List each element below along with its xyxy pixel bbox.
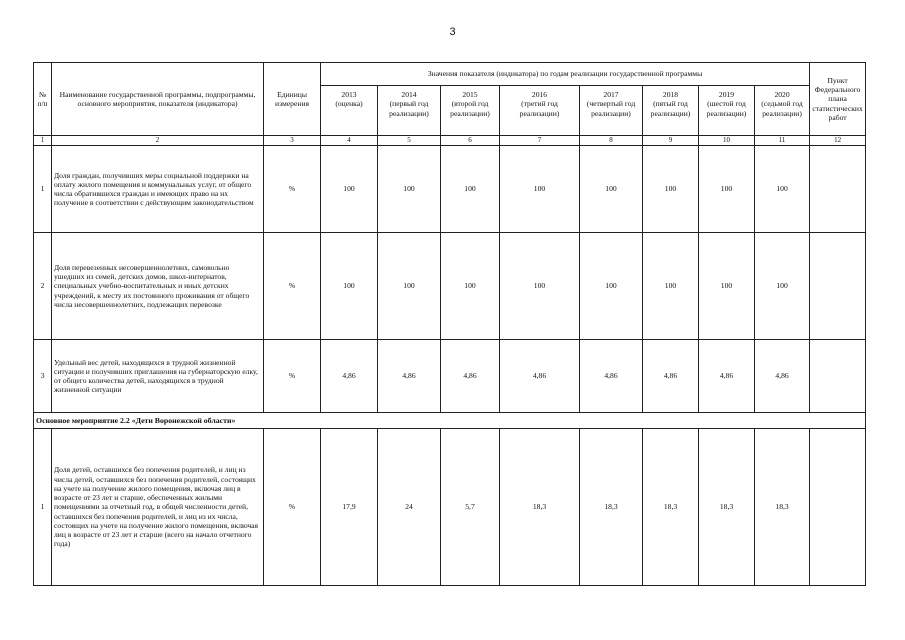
column-number: 10 [699,136,755,146]
table-header-row [34,63,866,86]
column-number: 2 [52,136,264,146]
unit-cell: % [264,340,321,413]
section-row [34,413,866,429]
table-row [34,429,866,586]
row-num: 1 [34,146,52,233]
value-cell: 100 [699,233,755,340]
unit-cell: % [264,429,321,586]
header-year-note: (второй год реализации) [450,99,490,118]
column-number: 7 [500,136,580,146]
value-cell: 4,86 [321,340,378,413]
column-number: 3 [264,136,321,146]
indicator-name: Доля перевезенных несовершеннолетних, самовольно ушедших из семей, детских домов, школ-интернатов, специальных учебно-воспитательных и иных детских учреждений, к месту их постоянного проживания от общего числа несовершеннолетних, подлежащих перевозке [52,233,264,340]
header-year-cell [500,86,580,136]
unit-cell: % [264,146,321,233]
value-cell: 4,86 [643,340,699,413]
value-cell: 4,86 [699,340,755,413]
value-cell: 100 [500,233,580,340]
header-unit: Единицы измерения [264,63,321,136]
header-federal-plan: Пункт Федерального плана статистических работ [810,63,866,136]
value-cell: 100 [441,233,500,340]
value-cell: 100 [643,233,699,340]
federal-plan-cell [810,429,866,586]
column-number: 1 [34,136,52,146]
column-number: 5 [378,136,441,146]
indicator-name: Доля детей, оставшихся без попечения родителей, и лиц из числа детей, оставшихся без попечения родителей, состоящих на учете на получение жилого помещения, включая лиц в возрасте от 23 лет и старше, обеспеченных жилыми помещениями за отчетный год, в общей численности детей, оставшихся без попечения родителей, и лиц из их числа, состоящих на учете на получение жилого помещения, включая лиц в возрасте от 23 лет и старше (всего на начало отчетного года) [52,429,264,586]
header-year: 2014 [401,90,417,99]
value-cell: 100 [580,146,643,233]
header-name: Наименование государственной программы, подпрограммы, основного мероприятия, показателя (индикатора) [52,63,264,136]
row-num: 1 [34,429,52,586]
column-number: 8 [580,136,643,146]
value-cell: 18,3 [699,429,755,586]
value-cell: 5,7 [441,429,500,586]
value-cell: 100 [378,146,441,233]
column-number: 4 [321,136,378,146]
header-year: 2019 [718,90,735,99]
value-cell: 100 [580,233,643,340]
header-year-note: (шестой год реализации) [706,99,747,118]
header-year-cell [441,86,500,136]
header-year-note: (пятый год реализации) [650,99,691,118]
value-cell: 18,3 [643,429,699,586]
unit-cell: % [264,233,321,340]
value-cell: 24 [378,429,441,586]
header-year-note: (оценка) [335,99,363,109]
table-row [34,233,866,340]
header-year-cell [321,86,378,136]
column-number: 11 [755,136,810,146]
value-cell: 17,9 [321,429,378,586]
value-cell: 18,3 [580,429,643,586]
column-number-row [34,136,866,146]
header-year: 2015 [462,90,478,99]
value-cell: 4,86 [580,340,643,413]
header-year: 2017 [603,90,619,99]
row-num: 2 [34,233,52,340]
page-number: 3 [449,26,456,38]
value-cell: 4,86 [755,340,810,413]
column-number: 12 [810,136,866,146]
table-row [34,146,866,233]
indicator-name: Доля граждан, получивших меры социальной поддержки на оплату жилого помещения и коммунальных услуг, от общего числа обратившихся граждан и имеющих право на их получение в соответствии с действующим законодательством [52,146,264,233]
header-year-note: (четвертый год реализации) [586,99,636,118]
header-values-group: Значения показателя (индикатора) по годам реализации государственной программы [321,63,810,86]
federal-plan-cell [810,146,866,233]
value-cell: 100 [500,146,580,233]
value-cell: 100 [441,146,500,233]
section-title: Основное мероприятие 2.2 «Дети Воронежской области» [34,413,866,429]
column-number: 9 [643,136,699,146]
header-year-cell [643,86,699,136]
header-year: 2016 [531,90,548,99]
value-cell: 4,86 [441,340,500,413]
value-cell: 18,3 [500,429,580,586]
value-cell: 4,86 [500,340,580,413]
header-year-note: (первый год реализации) [389,99,429,118]
header-year: 2013 [341,90,357,99]
header-year: 2020 [774,90,790,99]
value-cell: 100 [699,146,755,233]
indicator-name: Удельный вес детей, находящихся в трудной жизненной ситуации и получивших приглашения на губернаторскую елку, от общего количества детей, находящихся в трудной жизненной ситуации [52,340,264,413]
value-cell: 18,3 [755,429,810,586]
row-num: 3 [34,340,52,413]
value-cell: 100 [378,233,441,340]
value-cell: 100 [643,146,699,233]
value-cell: 100 [755,146,810,233]
header-year-cell [699,86,755,136]
header-num: № п/п [34,63,52,136]
value-cell: 4,86 [378,340,441,413]
header-year-note: (седьмой год реализации) [761,99,803,118]
header-year-note: (третий год реализации) [519,99,560,118]
table-row [34,340,866,413]
value-cell: 100 [321,146,378,233]
column-number: 6 [441,136,500,146]
value-cell: 100 [321,233,378,340]
header-year-cell [580,86,643,136]
header-year-cell [755,86,810,136]
header-year: 2018 [662,90,679,99]
header-year-cell [378,86,441,136]
value-cell: 100 [755,233,810,340]
federal-plan-cell [810,233,866,340]
federal-plan-cell [810,340,866,413]
indicators-table [33,62,866,586]
